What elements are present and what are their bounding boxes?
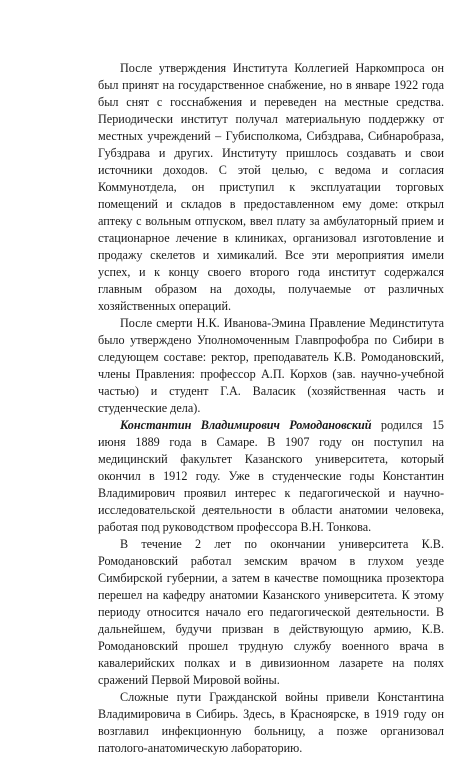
paragraph-text: В течение 2 лет по окончании университета К.В. Ромодановский работал земским врачом в глухом уезде Симбирской губернии, а затем в качестве помощника прозектора перешел на кафедру анатомии Казанского университета. К этому периоду относится начало его педагогической деятельности. В дальнейшем, будучи призван в действующую армию, К.В. Ромодановский прошел трудную службу военного врача в кавалерийских полках и в дивизионном лазарете на полях сражений Первой Мировой войны. [98, 537, 444, 687]
paragraph-early-career [98, 536, 444, 689]
paragraph-text: родился 15 июня 1889 года в Самаре. В 1907 году он поступил на медицинский факультет Казанского университета, который окончил в 1912 году. Уже в студенческие годы Константин Владимирович проявил интерес к педагогической и научно-исследовательской деятельности в области анатомии человека, работая под руководством профессора В.Н. Тонкова. [98, 418, 445, 534]
paragraph-institute-funding [98, 60, 444, 315]
paragraph-text: Сложные пути Гражданской войны привели Константина Владимировича в Сибирь. Здесь, в Красноярске, в 1919 году он возглавил инфекционную больницу, а позже организовал патолого-анатомическую лабораторию. [98, 690, 444, 755]
document-page [98, 60, 444, 757]
paragraph-text: После смерти Н.К. Иванова-Эмина Правление Мединститута было утверждено Уполномоченным Главпрофобра по Сибири в следующем составе: ректор, преподаватель К.В. Ромодановский, члены Правления: профессор А.П. Корхов (зав. научно-учебной частью) и студент Г.А. Валасик (хозяйственная часть и студенческие дела). [98, 316, 444, 415]
paragraph-siberia [98, 689, 444, 757]
paragraph-board-composition [98, 315, 444, 417]
paragraph-text: После утверждения Института Коллегией Наркомпроса он был принят на государственное снабжение, но в январе 1922 года был снят с госснабжения и переведен на местные средства. Периодически институт получал материальную поддержку от местных учреждений – Губисполкома, Сибздрава, Сибнаробраза, Губздрава и других. Институту пришлось создавать и свои источники доходов. С этой целью, с ведома и согласия Коммунотдела, он приступил к эксплуатации торговых помещений и складов в предоставленном ему доме: открыл аптеку с вольным отпуском, ввел плату за амбулаторный прием и стационарное лечение в клиниках, организовал изготовление и продажу скелетов и химикалий. Все эти мероприятия имели успех, и к концу своего второго года институт содержался главным образом на доходы, получаемые от различных хозяйственных операций. [98, 61, 444, 313]
paragraph-romodanovsky-bio [98, 417, 444, 536]
person-name-lead: Константин Владимирович Ромодановский [120, 418, 372, 432]
